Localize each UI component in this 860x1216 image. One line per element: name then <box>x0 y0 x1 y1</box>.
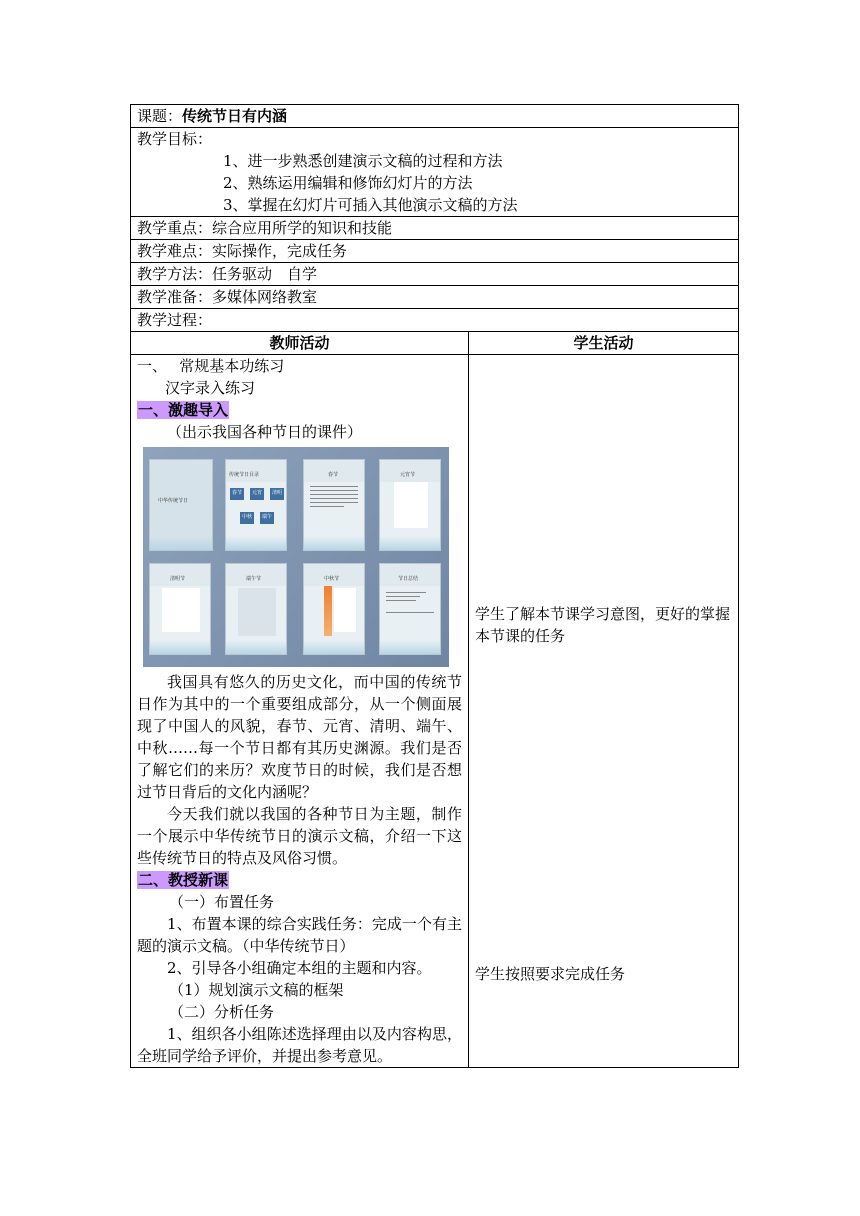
slide-thumb-7: 中秋节 <box>303 563 365 655</box>
objective-2: 2、熟练运用编辑和修饰幻灯片的方法 <box>223 174 473 192</box>
lesson-table <box>130 104 739 1068</box>
student-activity-1: 学生了解本节课学习意图，更好的掌握本节课的任务 <box>475 605 731 645</box>
slide-thumbnails-image <box>143 447 449 667</box>
section-2-sub-1: （一）布置任务 <box>169 893 275 911</box>
section-2-paragraph-2: 2、引导各小组确定本组的主题和内容。 <box>167 959 432 977</box>
section-2-title: 二、教授新课 <box>138 871 229 889</box>
section-1-title: 一、激趣导入 <box>138 401 229 419</box>
student-activities-cell <box>469 355 739 1068</box>
student-column-header: 学生活动 <box>469 332 739 355</box>
objectives-cell <box>131 128 739 217</box>
key-points-row: 教学重点：综合应用所学的知识和技能 <box>131 217 739 240</box>
slide-thumb-3: 春节 <box>303 459 365 551</box>
topic-title: 传统节日有内涵 <box>182 107 288 125</box>
process-label-row: 教学过程： <box>131 309 739 332</box>
objectives-label: 教学目标： <box>137 130 213 148</box>
slide-thumb-5: 清明节 <box>149 563 211 655</box>
teacher-activities-cell <box>131 355 469 1068</box>
slide-thumb-8: 节日总结 <box>379 563 441 655</box>
slide-thumb-1: 中华传统节日 <box>149 459 213 551</box>
section-0-title: 一、 常规基本功练习 <box>137 357 285 375</box>
topic-row <box>131 105 739 128</box>
objective-1: 1、进一步熟悉创建演示文稿的过程和方法 <box>223 152 503 170</box>
preparation-row: 教学准备：多媒体网络教室 <box>131 286 739 309</box>
slide-thumb-4: 元宵节 <box>379 459 441 551</box>
objective-3: 3、掌握在幻灯片可插入其他演示文稿的方法 <box>223 196 518 214</box>
intro-paragraph-2: 今天我们就以我国的各种节日为主题，制作一个展示中华传统节日的演示文稿，介绍一下这些传统节日的特点及风俗习惯。 <box>137 805 462 867</box>
topic-label: 课题： <box>137 107 183 125</box>
intro-paragraph-1: 我国具有悠久的历史文化，而中国的传统节日作为其中的一个重要组成部分，从一个侧面展现了中国人的风貌，春节、元宵、清明、端午、中秋……每一个节日都有其历史渊源。我们是否了解它们的来历？欢度节日的时候，我们是否想过节日背后的文化内涵呢？ <box>137 673 462 801</box>
lesson-plan <box>130 104 738 1068</box>
section-1-note: （出示我国各种节日的课件） <box>167 423 363 441</box>
slide-thumb-6: 端午节 <box>225 563 287 655</box>
section-2-sub-2: （二）分析任务 <box>169 1003 275 1021</box>
difficulties-row: 教学难点：实际操作，完成任务 <box>131 240 739 263</box>
teacher-column-header: 教师活动 <box>131 332 469 355</box>
section-2-paragraph-3: 1、组织各小组陈述选择理由以及内容构思，全班同学给予评价，并提出参考意见。 <box>137 1025 462 1065</box>
section-0-item: 汉字录入练习 <box>165 379 256 397</box>
methods-row: 教学方法：任务驱动 自学 <box>131 263 739 286</box>
section-2-paragraph-1: 1、布置本课的综合实践任务：完成一个有主题的演示文稿。（中华传统节日） <box>137 915 462 955</box>
student-activity-2: 学生按照要求完成任务 <box>475 965 626 983</box>
section-2-sub-1a: （1）规划演示文稿的框架 <box>169 981 344 999</box>
slide-thumb-2: 传统节日目录 春节 元宵 清明 中秋 端午 <box>225 459 287 551</box>
